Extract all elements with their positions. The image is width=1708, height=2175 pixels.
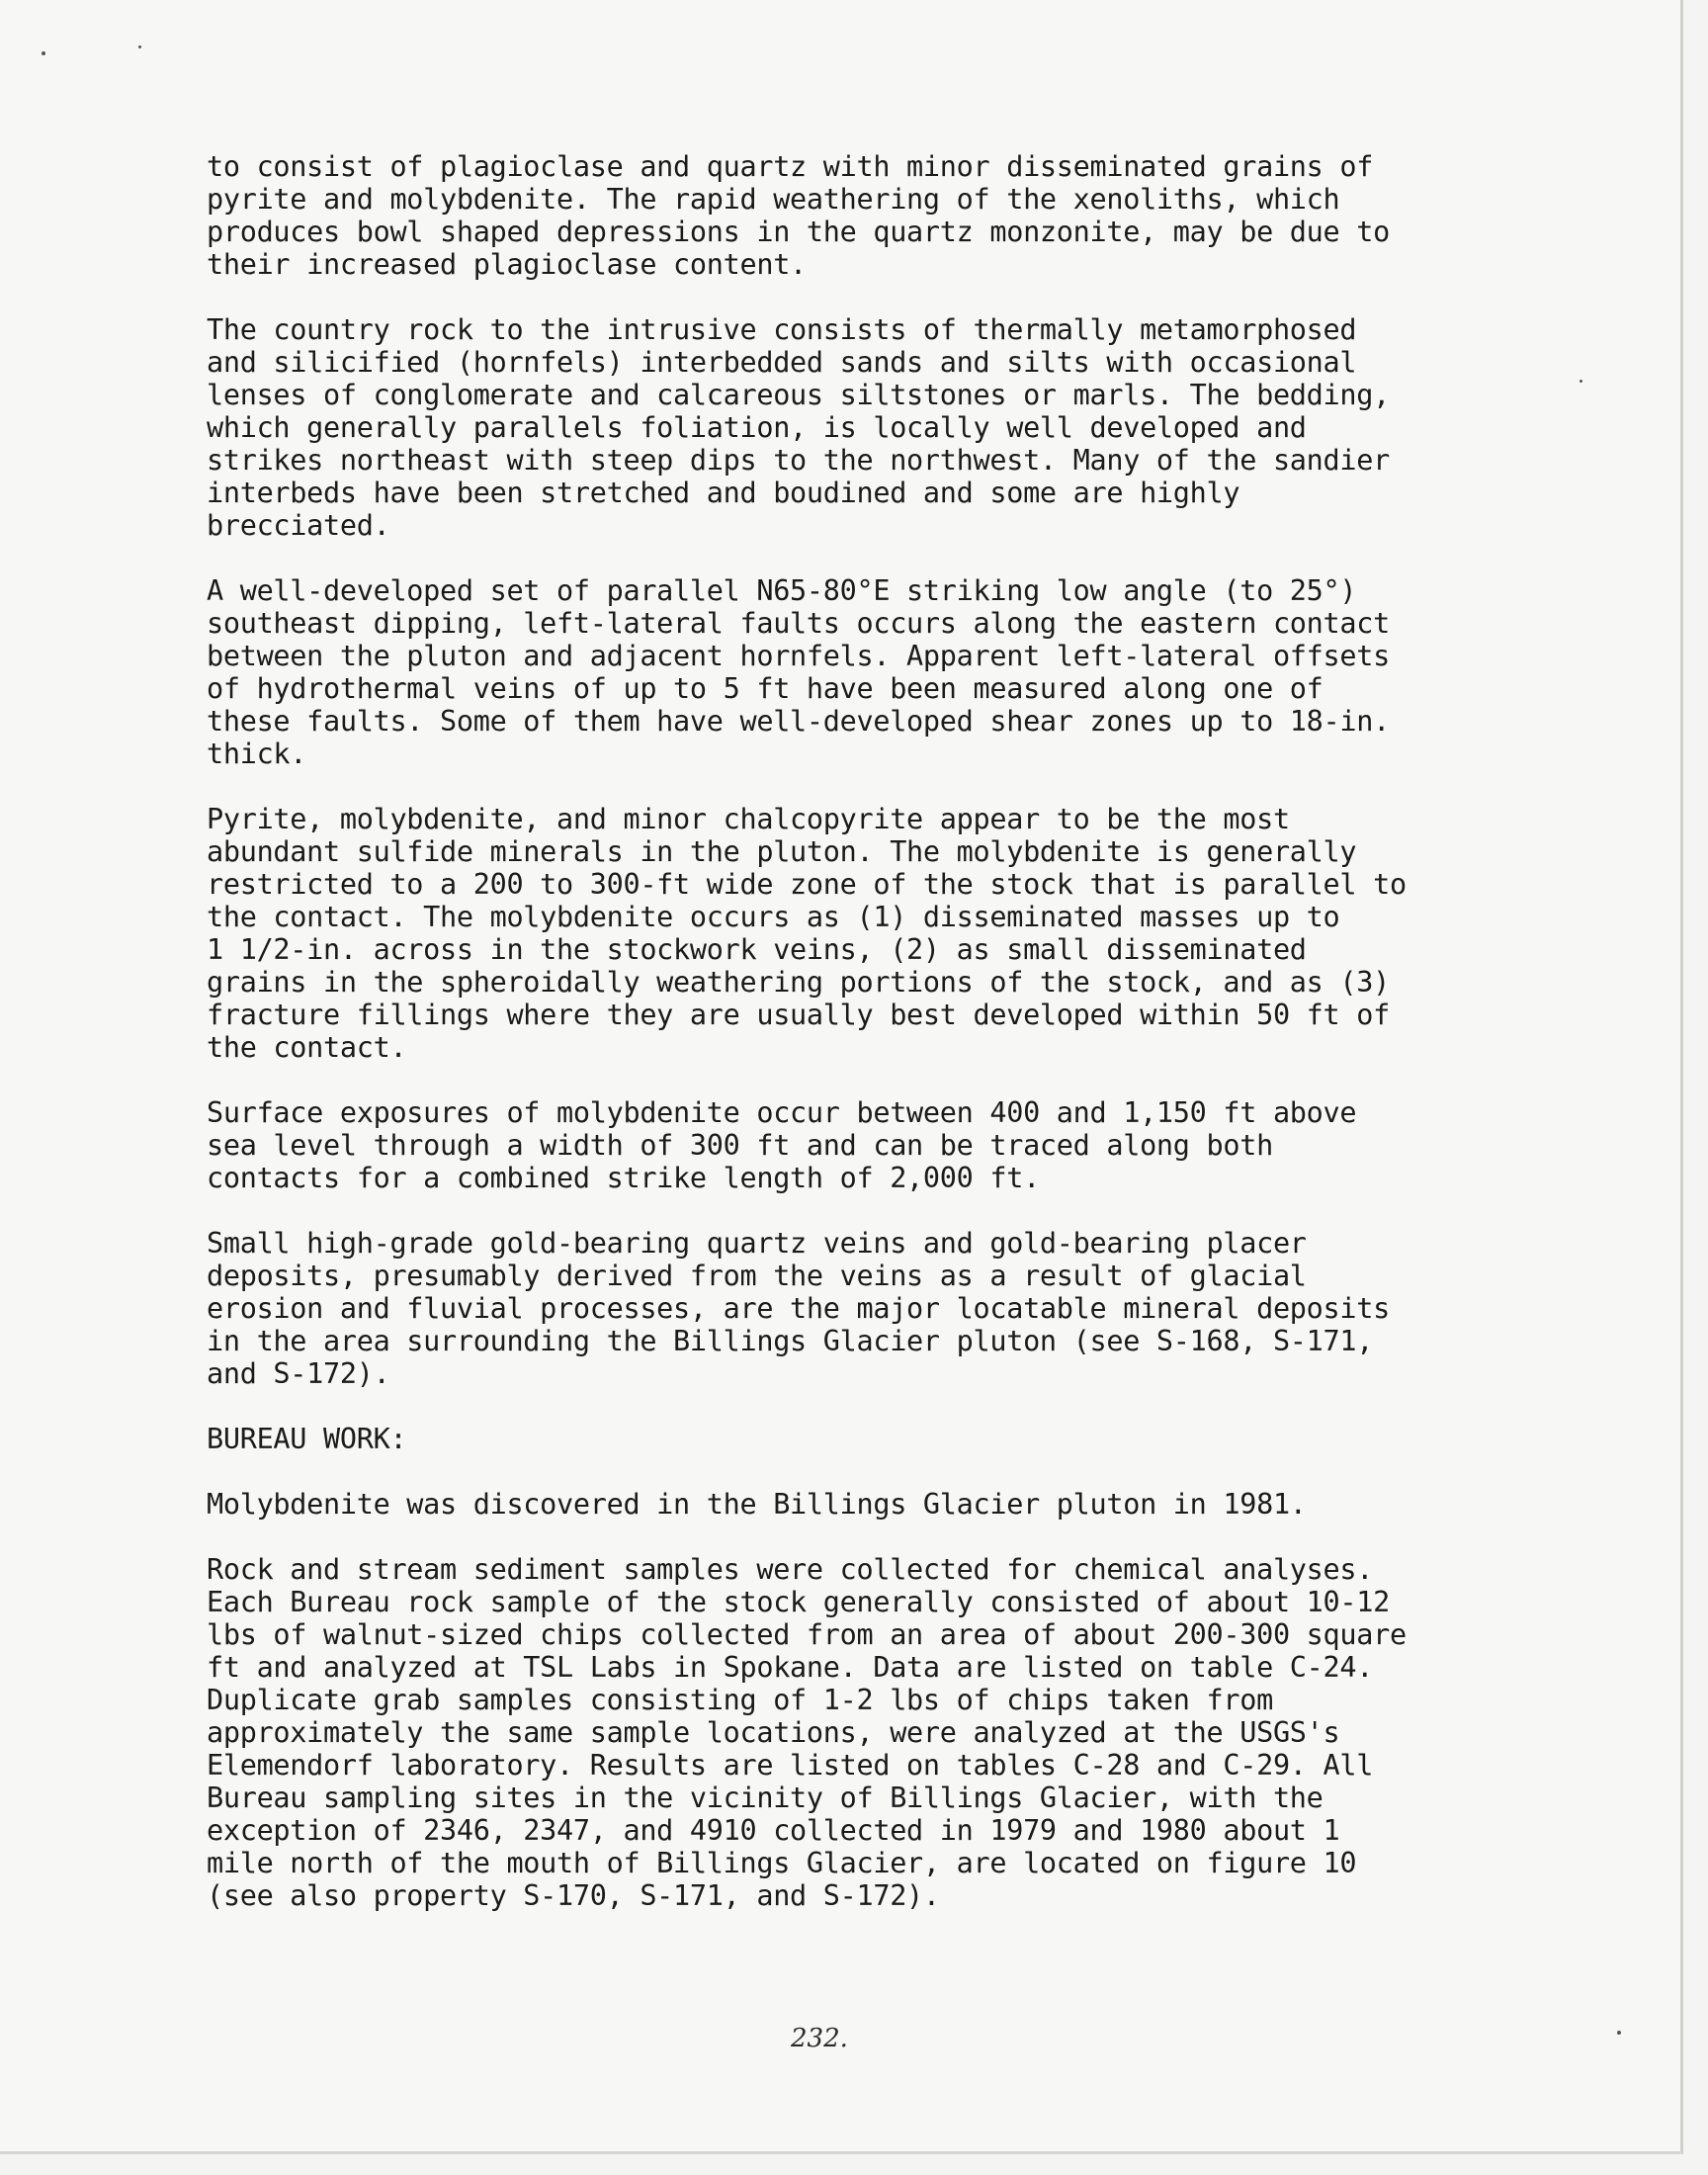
paragraph-faults: A well-developed set of parallel N65-80°E striking low angle (to 25°) southeast dipping, left-lateral faults occurs along the eastern contact between the pluton and adjacent hornfels. Apparent left-lateral offsets of hydrothermal veins of up to 5 ft have been measured along one of these faults. Some of them have well-developed shear zones up to 18-in. thick. — [207, 574, 1390, 770]
section-heading-bureau-work: BUREAU WORK: — [207, 1423, 407, 1455]
paragraph-surface-exposures: Surface exposures of molybdenite occur between 400 and 1,150 ft above sea level through a width of 300 ft and can be traced along both contacts for a combined strike length of 2,000 ft. — [207, 1096, 1357, 1194]
scan-speck — [138, 45, 141, 48]
scan-speck — [42, 51, 45, 55]
paragraph-sampling: Rock and stream sediment samples were collected for chemical analyses. Each Bureau rock sample of the stock generally consisted of about 10-12 lbs of walnut-sized chips collected from an area of about 200-300 square ft and analyzed at TSL Labs in Spokane. Data are listed on table C-24. Duplicate grab samples consisting of 1-2 lbs of chips taken from approximately the same sample locations, were analyzed at the USGS's Elemendorf laboratory. Results are listed on tables C-28 and C-29. All Bureau sampling sites in the vicinity of Billings Glacier, with the exception of 2346, 2347, and 4910 collected in 1979 and 1980 about 1 mile north of the mouth of Billings Glacier, are located on figure 10 (see also property S-170, S-171, and S-172). — [207, 1553, 1407, 1912]
scan-speck — [1617, 2031, 1621, 2035]
paragraph-sulfide-minerals: Pyrite, molybdenite, and minor chalcopyrite appear to be the most abundant sulfide minerals in the pluton. The molybdenite is generally restricted to a 200 to 300-ft wide zone of the stock that is parallel to the contact. The molybdenite occurs as (1) disseminated masses up to 1 1/2-in. across in the stockwork veins, (2) as small disseminated grains in the spheroidally weathering portions of the stock, and as (3) fracture fillings where they are usually best developed within 50 ft of the contact. — [207, 803, 1407, 1064]
paragraph-discovery: Molybdenite was discovered in the Billings Glacier pluton in 1981. — [207, 1488, 1307, 1521]
paragraph-country-rock: The country rock to the intrusive consists of thermally metamorphosed and silicified (hornfels) interbedded sands and silts with occasional lenses of conglomerate and calcareous siltstones or marls. The bedding, which generally parallels foliation, is locally well developed and strikes northeast with steep dips to the northwest. Many of the sandier interbeds have been stretched and boudined and some are highly brecciated. — [207, 313, 1390, 542]
paragraph-xenoliths: to consist of plagioclase and quartz with minor disseminated grains of pyrite and molybdenite. The rapid weathering of the xenoliths, which produces bowl shaped depressions in the quartz monzonite, may be due to their increased plagioclase content. — [207, 150, 1390, 281]
document-body — [207, 150, 1452, 1945]
page-number: 232. — [791, 2024, 848, 2053]
paragraph-gold-deposits: Small high-grade gold-bearing quartz veins and gold-bearing placer deposits, presumably derived from the veins as a result of glacial erosion and fluvial processes, are the major locatable mineral deposits in the area surrounding the Billings Glacier pluton (see S-168, S-171, and S-172). — [207, 1227, 1390, 1390]
scan-speck — [1580, 380, 1582, 383]
